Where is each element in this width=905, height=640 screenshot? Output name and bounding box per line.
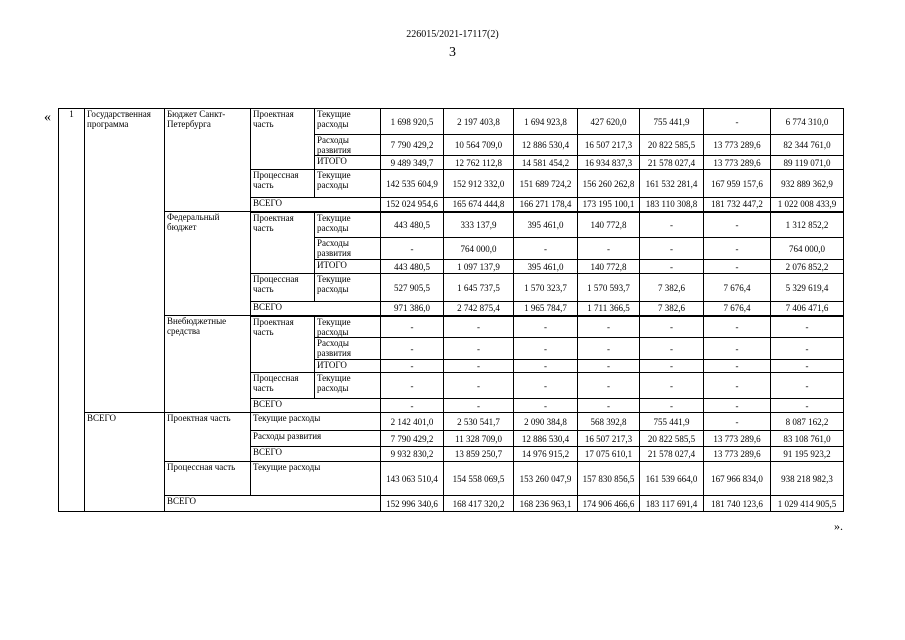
value-cell: 152 024 954,6 [381, 198, 444, 212]
value-cell: - [640, 260, 704, 274]
value-cell: 11 328 709,0 [444, 431, 514, 447]
value-cell: - [381, 316, 444, 338]
value-cell: 20 822 585,5 [640, 135, 704, 156]
value-cell: - [381, 338, 444, 360]
value-cell: 2 742 875,4 [444, 302, 514, 316]
value-cell: 568 392,8 [578, 413, 640, 431]
value-cell: 755 441,9 [640, 109, 704, 135]
value-cell: - [640, 360, 704, 373]
value-cell: 16 934 837,3 [578, 156, 640, 170]
source-extrabudget: Внебюджетные средства [165, 316, 251, 413]
value-cell: 12 886 530,4 [514, 431, 578, 447]
value-cell: 9 489 349,7 [381, 156, 444, 170]
table-row [59, 496, 844, 512]
value-cell: 12 886 530,4 [514, 135, 578, 156]
opening-quote: « [44, 110, 51, 125]
value-cell: - [771, 338, 844, 360]
value-cell: 443 480,5 [381, 212, 444, 238]
value-cell: 7 382,6 [640, 274, 704, 302]
value-cell: 156 260 262,8 [578, 170, 640, 198]
value-cell: - [771, 399, 844, 413]
value-cell: 168 236 963,1 [514, 496, 578, 512]
value-cell: 7 676,4 [704, 274, 771, 302]
value-cell: 1 029 414 905,5 [771, 496, 844, 512]
value-cell: 7 406 471,6 [771, 302, 844, 316]
value-cell: 167 966 834,0 [704, 462, 771, 496]
part-project: Проектная часть [251, 316, 315, 373]
value-cell: 140 772,8 [578, 260, 640, 274]
grand-total-label: ВСЕГО [85, 413, 165, 512]
value-cell: - [514, 338, 578, 360]
value-cell: 161 539 664,0 [640, 462, 704, 496]
value-cell: - [514, 316, 578, 338]
value-cell: 1 645 737,5 [444, 274, 514, 302]
value-cell: 181 740 123,6 [704, 496, 771, 512]
value-cell: 764 000,0 [444, 238, 514, 260]
value-cell: 7 676,4 [704, 302, 771, 316]
value-cell: 395 461,0 [514, 260, 578, 274]
value-cell: - [381, 238, 444, 260]
value-cell: 165 674 444,8 [444, 198, 514, 212]
type-current: Текущие расходы [315, 170, 381, 198]
row-number-cell: 1 [59, 109, 85, 512]
value-cell: - [514, 399, 578, 413]
value-cell: 17 075 610,1 [578, 447, 640, 462]
source-total-label: ВСЕГО [251, 302, 381, 316]
value-cell: 14 581 454,2 [514, 156, 578, 170]
value-cell: 13 773 289,6 [704, 431, 771, 447]
value-cell: 153 260 047,9 [514, 462, 578, 496]
part-process: Процессная часть [251, 274, 315, 302]
value-cell: - [381, 399, 444, 413]
type-current: Текущие расходы [315, 212, 381, 238]
value-cell: - [704, 413, 771, 431]
value-cell: 7 790 429,2 [381, 135, 444, 156]
part-project: Проектная часть [251, 212, 315, 274]
type-total: ИТОГО [315, 156, 381, 170]
value-cell: 1 965 784,7 [514, 302, 578, 316]
value-cell: 173 195 100,1 [578, 198, 640, 212]
value-cell: 2 076 852,2 [771, 260, 844, 274]
source-total-label: ВСЕГО [251, 399, 381, 413]
value-cell: - [704, 373, 771, 399]
value-cell: 167 959 157,6 [704, 170, 771, 198]
value-cell: 154 558 069,5 [444, 462, 514, 496]
value-cell: 2 090 384,8 [514, 413, 578, 431]
value-cell: - [704, 238, 771, 260]
value-cell: 21 578 027,4 [640, 156, 704, 170]
value-cell: 143 063 510,4 [381, 462, 444, 496]
value-cell: 183 117 691,4 [640, 496, 704, 512]
grand-total-row-label: ВСЕГО [165, 496, 381, 512]
value-cell: 971 386,0 [381, 302, 444, 316]
value-cell: 13 773 289,6 [704, 135, 771, 156]
table-row [59, 316, 844, 338]
type-current: Текущие расходы [315, 373, 381, 399]
value-cell: - [578, 399, 640, 413]
value-cell: - [444, 399, 514, 413]
value-cell: 7 790 429,2 [381, 431, 444, 447]
value-cell: 140 772,8 [578, 212, 640, 238]
value-cell: - [444, 316, 514, 338]
type-total: ИТОГО [315, 360, 381, 373]
value-cell: 443 480,5 [381, 260, 444, 274]
value-cell: - [640, 399, 704, 413]
type-current: Текущие расходы [315, 274, 381, 302]
value-cell: - [578, 316, 640, 338]
value-cell: 151 689 724,2 [514, 170, 578, 198]
value-cell: 7 382,6 [640, 302, 704, 316]
type-current: Текущие расходы [251, 462, 381, 496]
value-cell: - [704, 338, 771, 360]
value-cell: - [771, 316, 844, 338]
value-cell: 20 822 585,5 [640, 431, 704, 447]
type-current: Текущие расходы [315, 316, 381, 338]
value-cell: 938 218 982,3 [771, 462, 844, 496]
part-project: Проектная часть [251, 109, 315, 170]
value-cell: - [444, 360, 514, 373]
value-cell: 527 905,5 [381, 274, 444, 302]
value-cell: 395 461,0 [514, 212, 578, 238]
document-code: 226015/2021-17117(2) [406, 29, 499, 40]
value-cell: - [771, 360, 844, 373]
value-cell: 13 859 250,7 [444, 447, 514, 462]
value-cell: 142 535 604,9 [381, 170, 444, 198]
value-cell: - [771, 373, 844, 399]
value-cell: - [444, 373, 514, 399]
table-row [59, 109, 844, 135]
value-cell: 9 932 830,2 [381, 447, 444, 462]
value-cell: - [640, 238, 704, 260]
value-cell: 21 578 027,4 [640, 447, 704, 462]
value-cell: - [578, 338, 640, 360]
value-cell: 6 774 310,0 [771, 109, 844, 135]
value-cell: - [514, 360, 578, 373]
type-development: Расходы развития [315, 238, 381, 260]
value-cell: 166 271 178,4 [514, 198, 578, 212]
value-cell: 1 022 008 433,9 [771, 198, 844, 212]
value-cell: 1 570 323,7 [514, 274, 578, 302]
table-row [59, 413, 844, 431]
value-cell: 1 312 852,2 [771, 212, 844, 238]
value-cell: 91 195 923,2 [771, 447, 844, 462]
value-cell: - [640, 338, 704, 360]
value-cell: 5 329 619,4 [771, 274, 844, 302]
value-cell: 755 441,9 [640, 413, 704, 431]
source-spb: Бюджет Санкт-Петербурга [165, 109, 251, 212]
page-number: 3 [449, 45, 456, 60]
value-cell: 157 830 856,5 [578, 462, 640, 496]
value-cell: 16 507 217,3 [578, 135, 640, 156]
value-cell: 174 906 466,6 [578, 496, 640, 512]
part-process: Процессная часть [251, 170, 315, 198]
value-cell: 427 620,0 [578, 109, 640, 135]
value-cell: - [381, 360, 444, 373]
value-cell: - [704, 399, 771, 413]
value-cell: - [704, 316, 771, 338]
closing-quote: ». [834, 519, 843, 533]
value-cell: 89 119 071,0 [771, 156, 844, 170]
value-cell: 2 197 403,8 [444, 109, 514, 135]
value-cell: 152 996 340,6 [381, 496, 444, 512]
value-cell: 8 087 162,2 [771, 413, 844, 431]
value-cell: 333 137,9 [444, 212, 514, 238]
value-cell: 161 532 281,4 [640, 170, 704, 198]
type-total: ИТОГО [315, 260, 381, 274]
value-cell: - [381, 373, 444, 399]
value-cell: - [704, 109, 771, 135]
part-total-label: ВСЕГО [251, 447, 381, 462]
value-cell: 13 773 289,6 [704, 447, 771, 462]
value-cell: 183 110 308,8 [640, 198, 704, 212]
value-cell: 12 762 112,8 [444, 156, 514, 170]
value-cell: - [444, 338, 514, 360]
type-current: Текущие расходы [251, 413, 381, 431]
value-cell: 13 773 289,6 [704, 156, 771, 170]
budget-table [58, 108, 844, 512]
value-cell: 168 417 320,2 [444, 496, 514, 512]
value-cell: - [704, 260, 771, 274]
program-cell: Государственная программа [85, 109, 165, 413]
value-cell: 764 000,0 [771, 238, 844, 260]
value-cell: - [578, 238, 640, 260]
part-process: Процессная часть [251, 373, 315, 399]
value-cell: - [514, 238, 578, 260]
value-cell: 152 912 332,0 [444, 170, 514, 198]
value-cell: 83 108 761,0 [771, 431, 844, 447]
value-cell: 14 976 915,2 [514, 447, 578, 462]
type-development: Расходы развития [315, 135, 381, 156]
value-cell: - [640, 316, 704, 338]
source-federal: Федеральный бюджет [165, 212, 251, 316]
value-cell: 10 564 709,0 [444, 135, 514, 156]
value-cell: 1 694 923,8 [514, 109, 578, 135]
value-cell: - [640, 212, 704, 238]
value-cell: 932 889 362,9 [771, 170, 844, 198]
value-cell: - [640, 373, 704, 399]
value-cell: 1 711 366,5 [578, 302, 640, 316]
table-row [59, 462, 844, 482]
value-cell: 1 698 920,5 [381, 109, 444, 135]
value-cell: 181 732 447,2 [704, 198, 771, 212]
source-total-label: ВСЕГО [251, 198, 381, 212]
grand-part-project: Проектная часть [165, 413, 251, 462]
value-cell: 2 530 541,7 [444, 413, 514, 431]
value-cell: 2 142 401,0 [381, 413, 444, 431]
value-cell: - [514, 373, 578, 399]
type-current: Текущие расходы [315, 109, 381, 135]
table-row [59, 212, 844, 238]
value-cell: - [704, 212, 771, 238]
value-cell: - [578, 360, 640, 373]
value-cell: 1 097 137,9 [444, 260, 514, 274]
value-cell: 82 344 761,0 [771, 135, 844, 156]
value-cell: - [704, 360, 771, 373]
type-development: Расходы развития [251, 431, 381, 447]
value-cell: 16 507 217,3 [578, 431, 640, 447]
grand-part-process: Процессная часть [165, 462, 251, 496]
type-development: Расходы развития [315, 338, 381, 360]
value-cell: - [578, 373, 640, 399]
value-cell: 1 570 593,7 [578, 274, 640, 302]
